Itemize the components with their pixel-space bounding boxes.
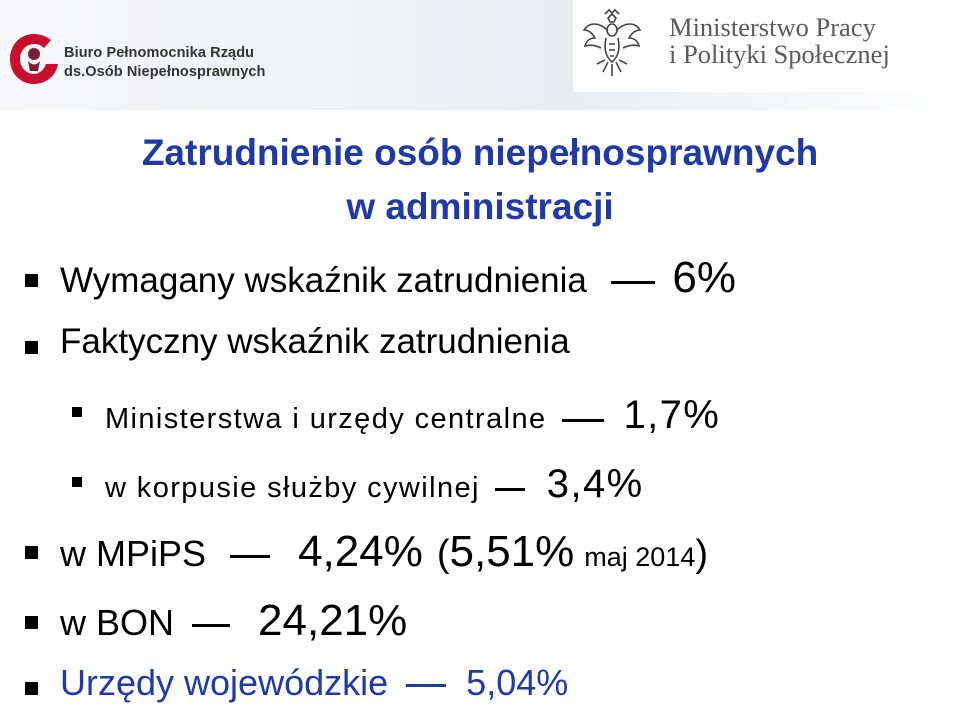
mpips-date-note: maj 2014 bbox=[584, 542, 696, 572]
bullet-square-small-icon bbox=[72, 477, 82, 487]
bon-item bbox=[60, 596, 407, 646]
bon-logo-line1: Biuro Pełnomocnika Rządu bbox=[64, 45, 255, 61]
bon-logo-icon bbox=[8, 30, 60, 86]
ministries-value: 1,7% bbox=[623, 393, 721, 437]
dash bbox=[562, 419, 604, 422]
bullet-square-icon bbox=[25, 274, 38, 287]
required-rate-value: 6% bbox=[672, 253, 736, 302]
ministries-item bbox=[105, 393, 720, 438]
bon-label: w BON bbox=[60, 602, 175, 643]
bullet-square-small-icon bbox=[72, 407, 82, 417]
dash bbox=[611, 281, 655, 284]
bullet-square-icon bbox=[25, 546, 38, 559]
mpips-value-2014: 5,51% bbox=[449, 527, 575, 576]
civil-service-label: w korpusie służby cywilnej bbox=[105, 472, 480, 504]
bon-logo-line2: ds.Osób Niepełnosprawnych bbox=[64, 64, 266, 80]
dash bbox=[230, 555, 270, 558]
bullet-square-icon bbox=[25, 616, 38, 629]
mpips-logo-line1: Ministerstwo Pracy bbox=[669, 12, 876, 42]
voivodeship-item bbox=[60, 662, 568, 704]
white-eagle-emblem-icon bbox=[581, 8, 643, 80]
bullet-square-icon bbox=[25, 682, 38, 695]
voivodeship-label: Urzędy wojewódzkie bbox=[60, 662, 389, 703]
ministries-label: Ministerstwa i urzędy centralne bbox=[105, 403, 547, 435]
civil-service-value: 3,4% bbox=[546, 462, 644, 506]
mpips-paren-open: ( bbox=[436, 533, 450, 575]
civil-service-item bbox=[105, 462, 644, 507]
mpips-label: w MPiPS bbox=[60, 533, 207, 574]
bon-value: 24,21% bbox=[258, 596, 408, 645]
mpips-logo-text bbox=[669, 14, 890, 68]
page-title-line2: w administracji bbox=[346, 186, 614, 227]
mpips-value: 4,24% bbox=[298, 527, 423, 576]
bullet-square-icon bbox=[25, 341, 38, 354]
mpips-logo-line2: i Polityki Społecznej bbox=[669, 39, 890, 69]
dash bbox=[406, 684, 446, 687]
mpips-item bbox=[60, 527, 708, 577]
required-rate-label: Wymagany wskaźnik zatrudnienia bbox=[60, 261, 587, 300]
mpips-paren-close: ) bbox=[695, 533, 709, 575]
dash bbox=[495, 488, 525, 491]
bon-logo-text bbox=[64, 44, 266, 82]
voivodeship-value: 5,04% bbox=[466, 662, 569, 703]
page-title-line1: Zatrudnienie osób niepełnosprawnych bbox=[141, 132, 819, 173]
required-rate-item bbox=[60, 253, 736, 303]
actual-rate-item: Faktyczny wskaźnik zatrudnienia bbox=[60, 322, 570, 361]
dash bbox=[192, 624, 230, 627]
